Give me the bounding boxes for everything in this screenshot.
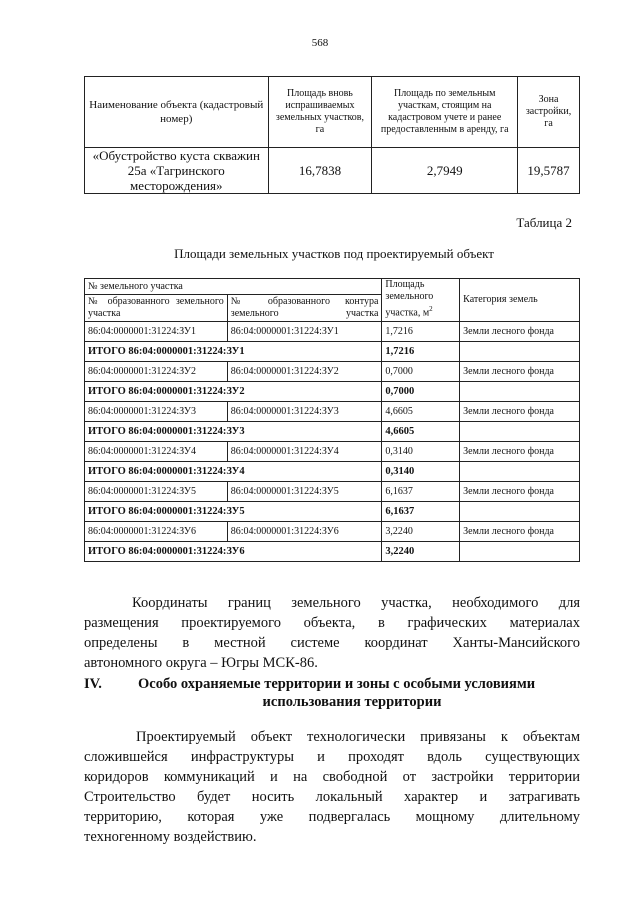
section-title-line2: использования территории [262,694,442,710]
plot-number: 86:04:0000001:31224:ЗУ1 [85,322,228,342]
empty-cell [460,462,580,482]
land-category: Земли лесного фонда [460,522,580,542]
table1-new-area: 16,7838 [268,148,372,194]
empty-cell [460,422,580,442]
land-category: Земли лесного фонда [460,402,580,422]
empty-cell [460,542,580,562]
total-label: ИТОГО 86:04:0000001:31224:ЗУ1 [85,342,382,362]
total-area: 1,7216 [382,342,460,362]
plot-area: 4,6605 [382,402,460,422]
coordinates-line: автономного округа – Югры МСК-86. [84,655,318,671]
plot-number: 86:04:0000001:31224:ЗУ2 [85,362,228,382]
land-category: Земли лесного фонда [460,322,580,342]
objects-area-table [84,76,580,194]
project-line: техногенному воздействию. [84,829,257,845]
table2-row [85,362,580,382]
project-line: территорию, которая уже подвергалась мощному длительному [84,809,580,825]
table1-header-new-area: Площадь вновь испрашиваемых земельных участков, га [268,77,372,148]
table2-header-area: Площадь земельного участка, $м^2$ [382,279,460,322]
total-label: ИТОГО 86:04:0000001:31224:ЗУ3 [85,422,382,442]
land-plots-table [84,278,580,562]
project-line: коридоров коммуникаций и на свободной от застройки территории [84,769,580,785]
page-number: 568 [311,37,329,49]
plot-number: 86:04:0000001:31224:ЗУ6 [85,522,228,542]
total-area: 6,1637 [382,502,460,522]
section-number: IV. [84,676,102,692]
plot-area: 3,2240 [382,522,460,542]
empty-cell [460,382,580,402]
total-area: 0,7000 [382,382,460,402]
table2-total-row [85,502,580,522]
table1-header-registered-area: Площадь по земельным участкам, стоящим на кадастровом учете и ранее предоставленным в аренду, га [372,77,518,148]
table2-row [85,402,580,422]
plot-area: 0,7000 [382,362,460,382]
total-area: 0,3140 [382,462,460,482]
plot-area: 0,3140 [382,442,460,462]
contour-number: 86:04:0000001:31224:ЗУ5 [227,482,382,502]
total-label: ИТОГО 86:04:0000001:31224:ЗУ4 [85,462,382,482]
coordinates-line: размещения проектируемого объекта, в графических материалах [84,615,580,631]
table1-zone-area: 19,5787 [518,148,580,194]
plot-number: 86:04:0000001:31224:ЗУ5 [85,482,228,502]
project-line: Строительство будет носить локальный характер и затрагивать [84,789,580,805]
section-title-line1: Особо охраняемые территории и зоны с особыми условиями [138,676,536,692]
table2-header-plot-no: № земельного участка [85,279,382,295]
project-line: Проектируемый объект технологически привязаны к объектам [136,729,580,745]
coordinates-line: Координаты границ земельного участка, необходимого для [132,595,580,611]
table1-object-name: «Обустройство куста скважин 25а «Тагринского месторождения» [85,148,269,194]
coordinates-paragraph [84,593,580,673]
table2-row [85,322,580,342]
table2-header-contour: № образованного контура земельного участка [227,295,382,322]
plot-number: 86:04:0000001:31224:ЗУ4 [85,442,228,462]
table2-title: Площади земельных участков под проектируемый объект [174,246,494,261]
table2-row [85,482,580,502]
project-line: сложившейся инфраструктуры и проходят вдоль существующих [84,749,580,765]
total-area: 3,2240 [382,542,460,562]
table2-header-formed-plot: № образованного земельного участка [85,295,228,322]
land-category: Земли лесного фонда [460,442,580,462]
section-heading [84,675,580,711]
contour-number: 86:04:0000001:31224:ЗУ4 [227,442,382,462]
total-label: ИТОГО 86:04:0000001:31224:ЗУ2 [85,382,382,402]
land-category: Земли лесного фонда [460,482,580,502]
table2-caption: Таблица 2 [516,215,572,230]
total-label: ИТОГО 86:04:0000001:31224:ЗУ5 [85,502,382,522]
contour-number: 86:04:0000001:31224:ЗУ1 [227,322,382,342]
table1-header-zone: Зона застройки, га [518,77,580,148]
contour-number: 86:04:0000001:31224:ЗУ6 [227,522,382,542]
table2-row [85,442,580,462]
table2-total-row [85,382,580,402]
table2-total-row [85,542,580,562]
table2-header-category: Категория земель [460,279,580,322]
land-category: Земли лесного фонда [460,362,580,382]
table1-registered-area: 2,7949 [372,148,518,194]
total-label: ИТОГО 86:04:0000001:31224:ЗУ6 [85,542,382,562]
empty-cell [460,502,580,522]
table1-header-name: Наименование объекта (кадастровый номер) [85,77,269,148]
plot-number: 86:04:0000001:31224:ЗУ3 [85,402,228,422]
project-paragraph [84,727,580,847]
plot-area: 1,7216 [382,322,460,342]
total-area: 4,6605 [382,422,460,442]
plot-area: 6,1637 [382,482,460,502]
contour-number: 86:04:0000001:31224:ЗУ2 [227,362,382,382]
table2-row [85,522,580,542]
table2-total-row [85,342,580,362]
coordinates-line: определены в местной системе координат Ханты-Мансийского [84,635,580,651]
empty-cell [460,342,580,362]
contour-number: 86:04:0000001:31224:ЗУ3 [227,402,382,422]
table2-total-row [85,462,580,482]
table2-total-row [85,422,580,442]
